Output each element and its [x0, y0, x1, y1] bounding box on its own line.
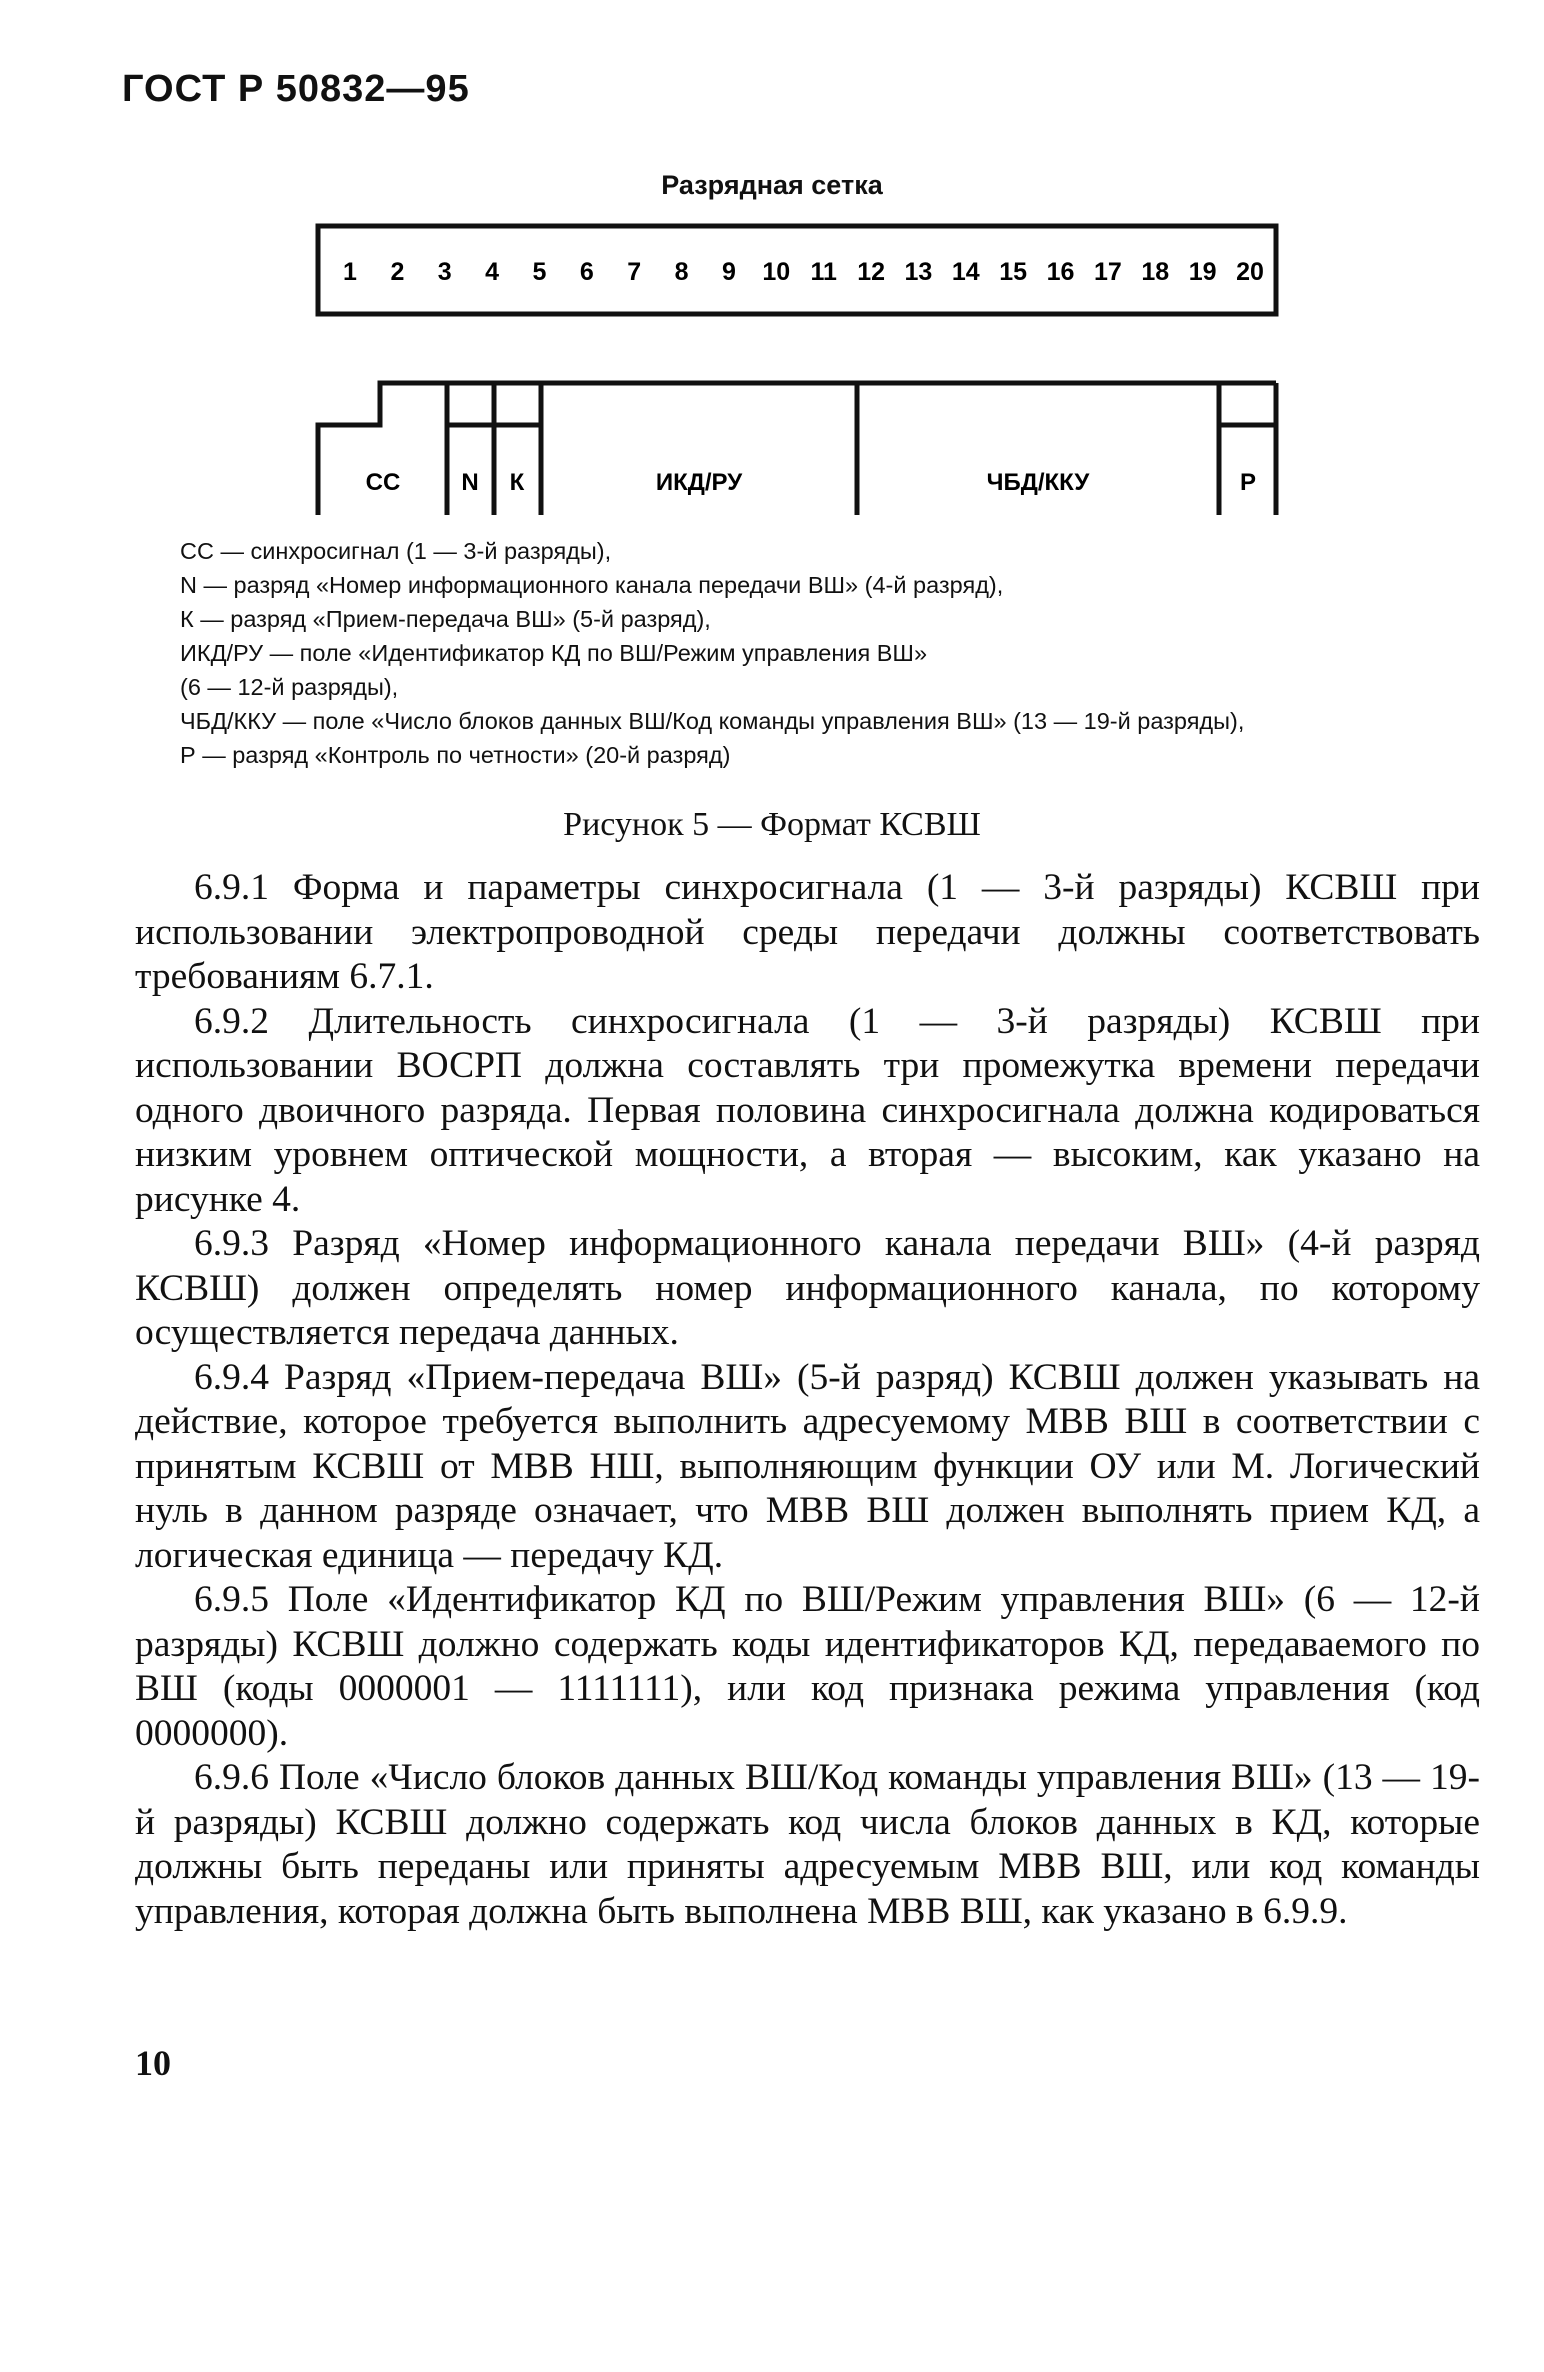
bit-numbers: [343, 258, 1264, 286]
paragraph-6-9-6: 6.9.6 Поле «Число блоков данных ВШ/Код команды управления ВШ» (13 — 19-й разряды) КСВШ должно содержать код числа блоков данных в КД, которые должны быть переданы или приняты адресуемым МВВ ВШ, или код команды управления, которая должна быть выполнена МВВ ВШ, как указано в 6.9.9.: [135, 1757, 1480, 1932]
bit-number: 10: [762, 258, 791, 286]
field-label-cc: СС: [365, 469, 401, 496]
field-label-chbd-kku: ЧБД/ККУ: [986, 469, 1090, 496]
legend-line: Р — разряд «Контроль по четности» (20-й разряд): [180, 742, 731, 768]
paragraph-6-9-1: 6.9.1 Форма и параметры синхросигнала (1 — 3-й разряды) КСВШ при использовании электропроводной среды передачи должны соответствовать требованиям 6.7.1.: [135, 867, 1480, 997]
bit-number: 15: [999, 258, 1028, 286]
bit-number: 8: [674, 258, 689, 286]
field-label-p: Р: [1239, 469, 1257, 496]
paragraph-6-9-3: 6.9.3 Разряд «Номер информационного канала передачи ВШ» (4-й разряд КСВШ) должен определять номер информационного канала, по которому осуществляется передача данных.: [135, 1223, 1480, 1353]
field-labels: [366, 469, 1256, 496]
document-header: ГОСТ Р 50832—95: [122, 68, 470, 110]
figure-legend: [180, 534, 1430, 772]
legend-line: ИКД/РУ — поле «Идентификатор КД по ВШ/Режим управления ВШ»: [180, 640, 928, 666]
legend-line: N — разряд «Номер информационного канала передачи ВШ» (4-й разряд),: [180, 572, 1004, 598]
bit-number: 1: [343, 258, 357, 286]
figure-caption: Рисунок 5 — Формат КСВШ: [563, 806, 981, 843]
body-text: [135, 866, 1480, 1934]
field-label-n: N: [461, 469, 479, 496]
paragraph-6-9-2: 6.9.2 Длительность синхросигнала (1 — 3-й разряды) КСВШ при использовании ВОСРП должна составлять три промежутка времени передачи одного двоичного разряда. Первая половина синхросигнала должна кодироваться низким уровнем оптической мощности, а вторая — высоким, как указано на рисунке 4.: [135, 1000, 1480, 1220]
bit-number: 5: [532, 258, 547, 286]
field-label-ikd-ru: ИКД/РУ: [655, 469, 743, 496]
bit-number: 14: [951, 258, 980, 286]
bit-number: 12: [857, 258, 886, 286]
bit-number: 6: [579, 258, 594, 286]
legend-line: (6 — 12-й разряды),: [180, 674, 399, 700]
legend-line: ЧБД/ККУ — поле «Число блоков данных ВШ/Код команды управления ВШ» (13 — 19-й разряды),: [180, 708, 1245, 734]
bit-number: 3: [437, 258, 452, 286]
bit-grid-title: Разрядная сетка: [661, 170, 883, 200]
bit-number: 9: [721, 258, 736, 286]
bit-grid-box: [318, 226, 1276, 314]
legend-line: К — разряд «Прием-передача ВШ» (5-й разряд),: [180, 606, 711, 632]
bit-number: 13: [904, 258, 933, 286]
bit-number: 7: [627, 258, 642, 286]
bit-number: 19: [1188, 258, 1217, 286]
paragraph-6-9-4: 6.9.4 Разряд «Прием-передача ВШ» (5-й разряд) КСВШ должен указывать на действие, которое требуется выполнить адресуемому МВВ ВШ в соответствии с принятым КСВШ от МВВ НШ, выполняющим функции ОУ или М. Логический нуль в данном разряде означает, что МВВ ВШ должен выполнять прием КД, а логическая единица — передачу КД.: [135, 1356, 1480, 1576]
bit-number: 17: [1093, 258, 1122, 286]
bit-number: 11: [810, 258, 837, 286]
format-diagram: [0, 0, 1544, 560]
page-number: 10: [135, 2043, 171, 2083]
bit-number: 18: [1141, 258, 1170, 286]
legend-line: СС — синхросигнал (1 — 3-й разряды),: [180, 538, 612, 564]
bit-number: 20: [1236, 258, 1264, 286]
bit-number: 16: [1046, 258, 1075, 286]
bit-number: 2: [390, 258, 405, 286]
paragraph-6-9-5: 6.9.5 Поле «Идентификатор КД по ВШ/Режим управления ВШ» (6 — 12-й разряды) КСВШ должно содержать коды идентификаторов КД, передаваемого по ВШ (коды 0000001 — 1111111), или код признака режима управления (код 0000000).: [135, 1579, 1480, 1754]
bit-number: 4: [485, 258, 500, 286]
field-label-k: К: [509, 469, 525, 496]
